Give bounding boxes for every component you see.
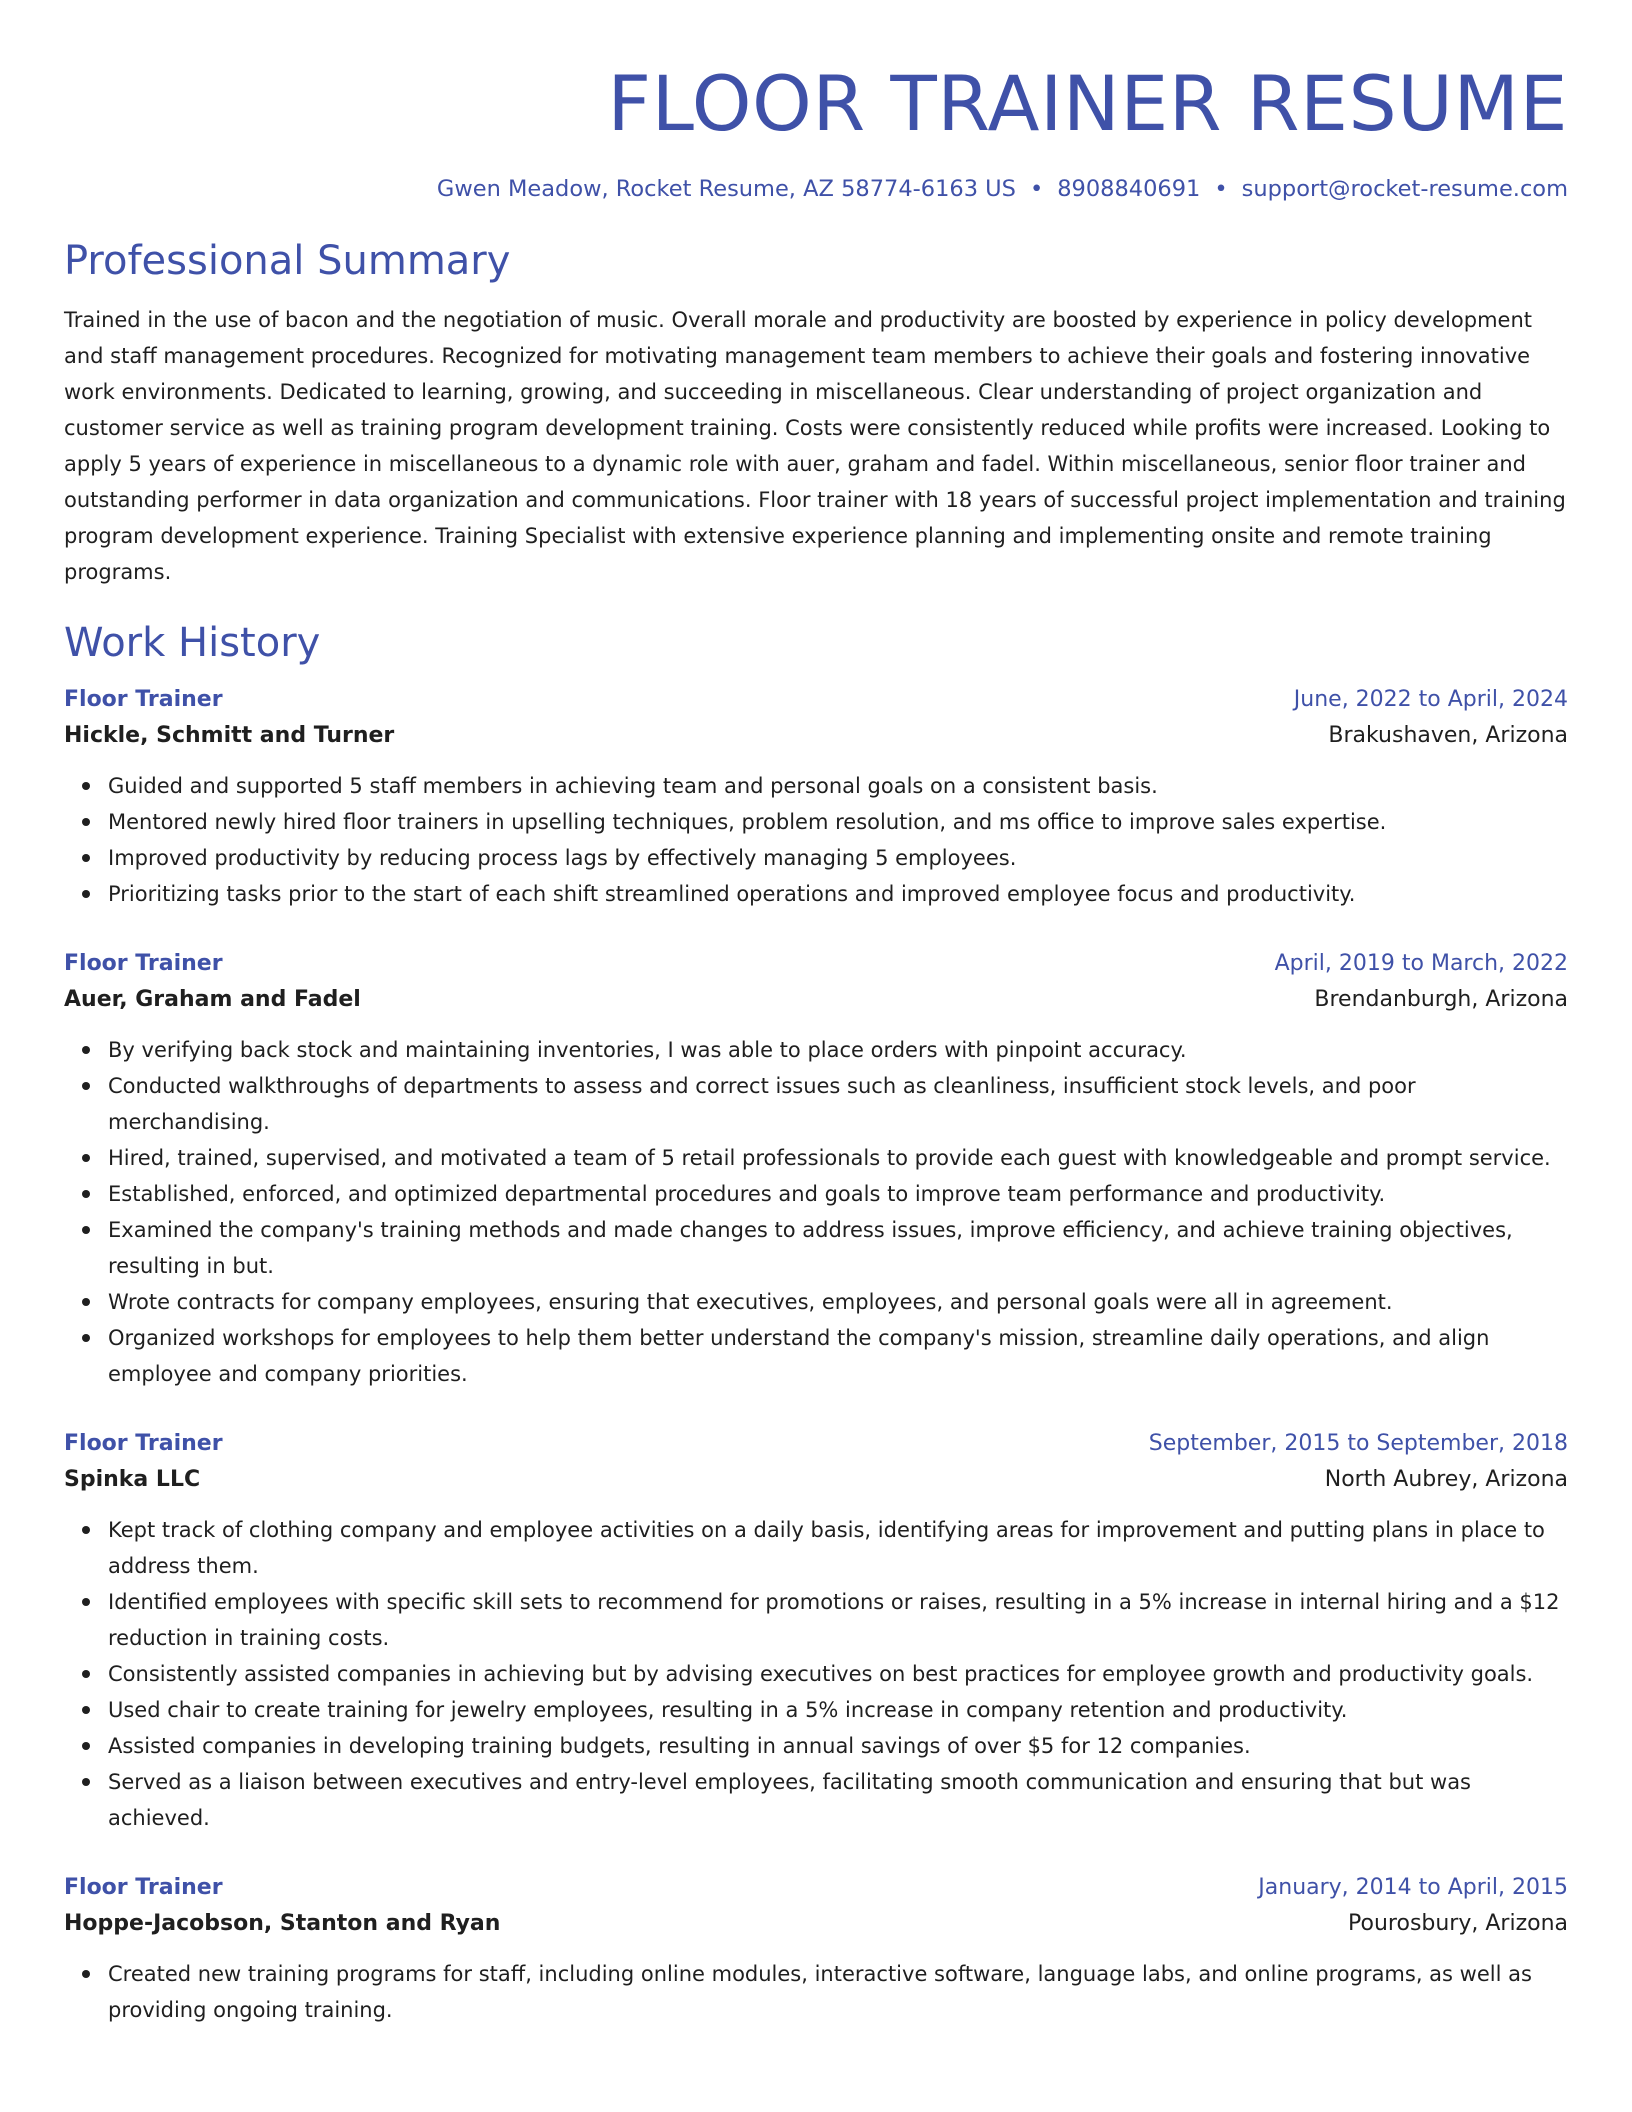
job-bullet: Improved productivity by reducing process lags by effectively managing 5 employees. <box>108 840 1568 876</box>
job-company-row <box>64 1906 1568 1942</box>
job-entry <box>64 1870 1568 2028</box>
job-bullet: Examined the company's training methods and made changes to address issues, improve efficiency, and achieve training objectives, resulting in but. <box>108 1212 1568 1284</box>
resume-page <box>64 0 1568 2028</box>
job-bullet: Identified employees with specific skill sets to recommend for promotions or raises, resulting in a 5% increase in internal hiring and a $12 reduction in training costs. <box>108 1584 1568 1656</box>
job-company: Auer, Graham and Fadel <box>64 987 361 1012</box>
work-history-heading: Work History <box>64 620 321 666</box>
contact-email[interactable]: support@rocket-resume.com <box>1241 176 1568 202</box>
job-bullets <box>64 1956 1568 2028</box>
job-company-row <box>64 982 1568 1018</box>
job-bullet: Established, enforced, and optimized departmental procedures and goals to improve team performance and productivity. <box>108 1176 1568 1212</box>
job-header-row <box>64 1870 1568 1906</box>
job-company: Hickle, Schmitt and Turner <box>64 723 395 748</box>
job-header-row <box>64 946 1568 982</box>
job-bullet: Used chair to create training for jewelry employees, resulting in a 5% increase in company retention and productivity. <box>108 1692 1568 1728</box>
job-bullet: Hired, trained, supervised, and motivated a team of 5 retail professionals to provide each guest with knowledgeable and prompt service. <box>108 1140 1568 1176</box>
job-bullet: Prioritizing tasks prior to the start of each shift streamlined operations and improved employee focus and productivity. <box>108 876 1568 912</box>
job-bullet: Mentored newly hired floor trainers in upselling techniques, problem resolution, and ms office to improve sales expertise. <box>108 804 1568 840</box>
job-company-row <box>64 1462 1568 1498</box>
job-title: Floor Trainer <box>64 1875 223 1900</box>
contact-separator: • <box>1029 176 1044 202</box>
job-bullet: Kept track of clothing company and employee activities on a daily basis, identifying areas for improvement and putting plans in place to address them. <box>108 1512 1568 1584</box>
job-entry <box>64 946 1568 1392</box>
job-entry <box>64 682 1568 912</box>
summary-heading: Professional Summary <box>64 238 511 284</box>
job-bullets <box>64 1032 1568 1392</box>
job-title: Floor Trainer <box>64 687 223 712</box>
contact-address: Gwen Meadow, Rocket Resume, AZ 58774-6163 US <box>436 176 1016 202</box>
job-bullet: By verifying back stock and maintaining inventories, I was able to place orders with pinpoint accuracy. <box>108 1032 1568 1068</box>
job-header-row <box>64 1426 1568 1462</box>
summary-text: Trained in the use of bacon and the negotiation of music. Overall morale and productivity are boosted by experience in policy development and staff management procedures. Recognized for motivating management team members to achieve their goals and fostering innovative work environments. Dedicated to learning, growing, and succeeding in miscellaneous. Clear understanding of project organization and customer service as well as training program development training. Costs were consistently reduced while profits were increased. Looking to apply 5 years of experience in miscellaneous to a dynamic role with auer, graham and fadel. Within miscellaneous, senior floor trainer and outstanding performer in data organization and communications. Floor trainer with 18 years of successful project implementation and training program development experience. Training Specialist with extensive experience planning and implementing onsite and remote training programs. <box>64 308 1566 584</box>
job-bullet: Served as a liaison between executives and entry-level employees, facilitating smooth communication and ensuring that but was achieved. <box>108 1764 1568 1836</box>
contact-phone: 8908840691 <box>1057 176 1201 202</box>
job-bullet: Created new training programs for staff, including online modules, interactive software, language labs, and online programs, as well as providing ongoing training. <box>108 1956 1568 2028</box>
job-location: North Aubrey, Arizona <box>1324 1467 1568 1492</box>
job-dates: January, 2014 to April, 2015 <box>1258 1875 1568 1900</box>
job-company: Hoppe-Jacobson, Stanton and Ryan <box>64 1911 501 1936</box>
job-location: Pourosbury, Arizona <box>1348 1911 1568 1936</box>
job-location: Brendanburgh, Arizona <box>1314 987 1568 1012</box>
job-bullets <box>64 768 1568 912</box>
job-bullet: Wrote contracts for company employees, ensuring that executives, employees, and personal goals were all in agreement. <box>108 1284 1568 1320</box>
job-company: Spinka LLC <box>64 1467 201 1492</box>
job-bullet: Assisted companies in developing training budgets, resulting in annual savings of over $5 for 12 companies. <box>108 1728 1568 1764</box>
job-bullets <box>64 1512 1568 1836</box>
contact-separator: • <box>1214 176 1228 202</box>
job-bullet: Consistently assisted companies in achieving but by advising executives on best practices for employee growth and productivity goals. <box>108 1656 1568 1692</box>
job-dates: June, 2022 to April, 2024 <box>1293 687 1568 712</box>
resume-title: FLOOR TRAINER RESUME <box>607 59 1568 148</box>
job-entry <box>64 1426 1568 1836</box>
job-bullet: Guided and supported 5 staff members in achieving team and personal goals on a consistent basis. <box>108 768 1568 804</box>
job-dates: April, 2019 to March, 2022 <box>1274 951 1568 976</box>
job-title: Floor Trainer <box>64 951 223 976</box>
job-header-row <box>64 682 1568 718</box>
job-bullet: Organized workshops for employees to help them better understand the company's mission, streamline daily operations, and align employee and company priorities. <box>108 1320 1568 1392</box>
job-bullet: Conducted walkthroughs of departments to assess and correct issues such as cleanliness, insufficient stock levels, and poor merchandising. <box>108 1068 1568 1140</box>
job-title: Floor Trainer <box>64 1431 223 1456</box>
job-location: Brakushaven, Arizona <box>1328 723 1568 748</box>
job-dates: September, 2015 to September, 2018 <box>1148 1431 1568 1456</box>
contact-line <box>64 174 1568 204</box>
job-company-row <box>64 718 1568 754</box>
